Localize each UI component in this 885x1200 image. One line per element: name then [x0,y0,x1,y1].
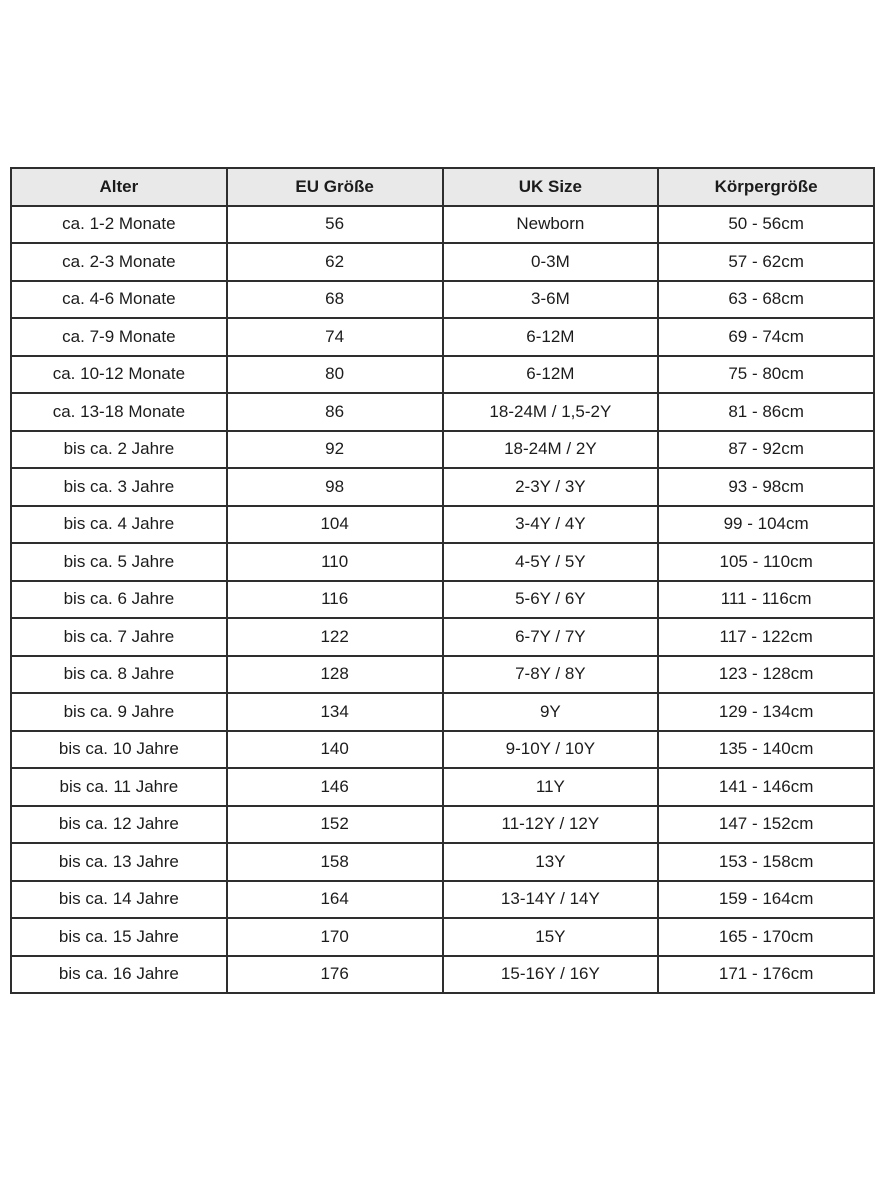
table-cell: 57 - 62cm [658,243,874,281]
table-row [11,918,874,956]
column-header-alter: Alter [11,168,227,206]
table-cell: 69 - 74cm [658,318,874,356]
column-header-eu-groesse: EU Größe [227,168,443,206]
table-cell: 15Y [443,918,659,956]
table-cell: bis ca. 11 Jahre [11,768,227,806]
table-cell: 6-12M [443,356,659,394]
table-cell: 158 [227,843,443,881]
table-cell: 128 [227,656,443,694]
table-cell: 122 [227,618,443,656]
table-row [11,281,874,319]
table-cell: 93 - 98cm [658,468,874,506]
table-cell: 0-3M [443,243,659,281]
table-row [11,318,874,356]
table-cell: 176 [227,956,443,994]
table-cell: 147 - 152cm [658,806,874,844]
table-cell: ca. 7-9 Monate [11,318,227,356]
table-cell: Newborn [443,206,659,244]
table-cell: bis ca. 10 Jahre [11,731,227,769]
table-cell: bis ca. 7 Jahre [11,618,227,656]
table-cell: bis ca. 12 Jahre [11,806,227,844]
table-cell: bis ca. 9 Jahre [11,693,227,731]
table-cell: 13Y [443,843,659,881]
table-row [11,431,874,469]
table-row [11,768,874,806]
table-row [11,881,874,919]
table-row [11,581,874,619]
table-cell: 6-12M [443,318,659,356]
table-cell: bis ca. 14 Jahre [11,881,227,919]
table-cell: 3-4Y / 4Y [443,506,659,544]
table-cell: 117 - 122cm [658,618,874,656]
table-cell: ca. 13-18 Monate [11,393,227,431]
table-cell: bis ca. 8 Jahre [11,656,227,694]
table-cell: bis ca. 6 Jahre [11,581,227,619]
table-cell: 99 - 104cm [658,506,874,544]
table-cell: 15-16Y / 16Y [443,956,659,994]
table-cell: 50 - 56cm [658,206,874,244]
table-cell: 9-10Y / 10Y [443,731,659,769]
table-cell: ca. 4-6 Monate [11,281,227,319]
table-cell: 56 [227,206,443,244]
table-row [11,693,874,731]
table-cell: ca. 1-2 Monate [11,206,227,244]
table-row [11,543,874,581]
table-cell: 11Y [443,768,659,806]
table-cell: bis ca. 3 Jahre [11,468,227,506]
table-cell: 81 - 86cm [658,393,874,431]
table-cell: bis ca. 5 Jahre [11,543,227,581]
table-cell: 111 - 116cm [658,581,874,619]
table-cell: 171 - 176cm [658,956,874,994]
table-cell: ca. 2-3 Monate [11,243,227,281]
table-cell: bis ca. 15 Jahre [11,918,227,956]
table-row [11,731,874,769]
table-cell: 123 - 128cm [658,656,874,694]
table-cell: 18-24M / 1,5-2Y [443,393,659,431]
table-cell: 6-7Y / 7Y [443,618,659,656]
table-cell: 153 - 158cm [658,843,874,881]
table-cell: bis ca. 4 Jahre [11,506,227,544]
table-cell: 11-12Y / 12Y [443,806,659,844]
table-cell: bis ca. 2 Jahre [11,431,227,469]
table-cell: 63 - 68cm [658,281,874,319]
table-cell: 135 - 140cm [658,731,874,769]
table-row [11,618,874,656]
table-row [11,356,874,394]
table-cell: 159 - 164cm [658,881,874,919]
table-cell: 9Y [443,693,659,731]
table-cell: 104 [227,506,443,544]
table-cell: 4-5Y / 5Y [443,543,659,581]
table-row [11,806,874,844]
table-header [11,168,874,206]
table-cell: 5-6Y / 6Y [443,581,659,619]
table-cell: 98 [227,468,443,506]
table-body [11,206,874,994]
table-cell: 87 - 92cm [658,431,874,469]
table-cell: 18-24M / 2Y [443,431,659,469]
size-chart-table [10,167,875,994]
header-row [11,168,874,206]
table-row [11,506,874,544]
table-row [11,243,874,281]
table-cell: 152 [227,806,443,844]
table-cell: bis ca. 13 Jahre [11,843,227,881]
table-cell: 165 - 170cm [658,918,874,956]
table-cell: 105 - 110cm [658,543,874,581]
table-cell: 116 [227,581,443,619]
table-cell: 140 [227,731,443,769]
table-row [11,468,874,506]
table-row [11,656,874,694]
table-row [11,956,874,994]
table-cell: 2-3Y / 3Y [443,468,659,506]
table-cell: 164 [227,881,443,919]
table-cell: 7-8Y / 8Y [443,656,659,694]
table-cell: 146 [227,768,443,806]
table-cell: 75 - 80cm [658,356,874,394]
table-cell: 86 [227,393,443,431]
table-cell: 92 [227,431,443,469]
table-cell: 170 [227,918,443,956]
table-cell: 134 [227,693,443,731]
table-cell: 68 [227,281,443,319]
column-header-koerpergroesse: Körpergröße [658,168,874,206]
table-cell: 141 - 146cm [658,768,874,806]
table-row [11,206,874,244]
table-cell: bis ca. 16 Jahre [11,956,227,994]
table-cell: 62 [227,243,443,281]
column-header-uk-size: UK Size [443,168,659,206]
table-cell: 74 [227,318,443,356]
table-row [11,393,874,431]
table-cell: 13-14Y / 14Y [443,881,659,919]
table-cell: ca. 10-12 Monate [11,356,227,394]
table-row [11,843,874,881]
table-cell: 3-6M [443,281,659,319]
table-cell: 110 [227,543,443,581]
table-cell: 129 - 134cm [658,693,874,731]
table-cell: 80 [227,356,443,394]
